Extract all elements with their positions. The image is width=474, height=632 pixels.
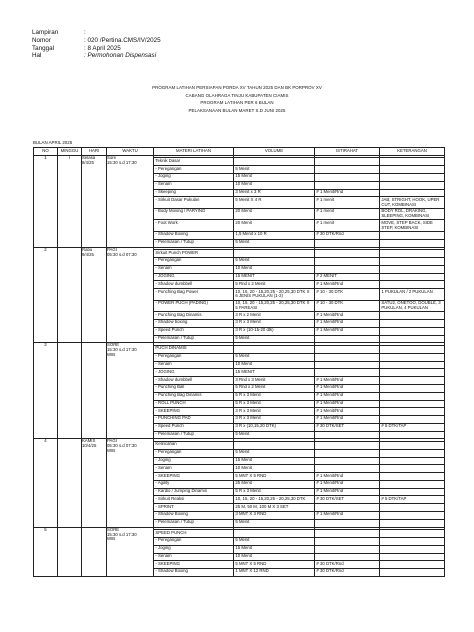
volume-cell: 3 R x 3 Menit bbox=[234, 408, 315, 416]
keterangan-cell: MOVE, STEP BACK, SIDE STEP, KOMBINASI bbox=[380, 220, 445, 232]
keterangan-cell bbox=[380, 392, 445, 400]
istirahat-cell bbox=[315, 449, 380, 457]
volume-cell: 5 Menit bbox=[234, 166, 315, 174]
session-minggu bbox=[58, 527, 82, 576]
keterangan-cell bbox=[380, 416, 445, 424]
keterangan-cell: SATU2, ONETOO, DOUBLE, 3 PUKULAN, 4 PUKULAN bbox=[380, 300, 445, 312]
materi-cell: - Speed Punch bbox=[154, 423, 234, 431]
keterangan-cell bbox=[380, 400, 445, 408]
session-topic: Teknik Dasar bbox=[154, 158, 234, 166]
nomor-label: Nomor bbox=[32, 36, 51, 44]
materi-cell: - Peregangan bbox=[154, 258, 234, 266]
materi-cell: - Shadow dumbbell bbox=[154, 281, 234, 289]
materi-cell: - Pelemasan / Tutup bbox=[154, 431, 234, 439]
istirahat-cell: # 1 Menit/Rnd bbox=[315, 327, 380, 335]
session-no: 1 bbox=[34, 155, 58, 247]
materi-cell: - Kardio / Jumping Dinamis bbox=[154, 488, 234, 496]
istirahat-cell bbox=[315, 504, 380, 512]
istirahat-cell: # 1 Menit/Rnd bbox=[315, 384, 380, 392]
volume-cell: 5 MNT X 5 RND bbox=[234, 561, 315, 569]
col-keterangan-header: KETERANGAN bbox=[380, 148, 445, 156]
volume-cell: 5 MNT X 5 RND bbox=[234, 473, 315, 481]
volume-cell: 5 Menit bbox=[234, 537, 315, 545]
keterangan-cell bbox=[380, 173, 445, 181]
nomor-row bbox=[32, 37, 161, 45]
session-topic: PUCH DINAMIS bbox=[154, 346, 234, 354]
materi-cell: - Senam bbox=[154, 265, 234, 273]
materi-cell: - Punching Bag Dinamis bbox=[154, 392, 234, 400]
istirahat-cell bbox=[315, 457, 380, 465]
istirahat-cell bbox=[315, 239, 380, 247]
volume-cell: 10 Menit bbox=[234, 553, 315, 561]
tanggal-value: : 8 April 2025 bbox=[84, 44, 121, 52]
materi-cell: - Peregangan bbox=[154, 353, 234, 361]
keterangan-cell: 1 PUKULAN / 2 PUKULAN bbox=[380, 289, 445, 301]
session-waktu: PAGI 05:30 s.d 07:30 bbox=[107, 247, 154, 343]
volume-cell: 3 Menit x 3 R bbox=[234, 189, 315, 197]
materi-cell: - Punching Bag Power bbox=[154, 289, 234, 301]
session-minggu bbox=[58, 343, 82, 439]
keterangan-cell bbox=[380, 265, 445, 273]
keterangan-cell bbox=[380, 320, 445, 328]
materi-cell: - Skeeping bbox=[154, 189, 234, 197]
keterangan-cell bbox=[380, 431, 445, 439]
keterangan-cell bbox=[380, 561, 445, 569]
istirahat-cell bbox=[315, 361, 380, 369]
session-hari: KAMIS 10/4/25 bbox=[82, 439, 107, 527]
volume-cell: 25 M, 50 M, 100 M X 3 SET bbox=[234, 504, 315, 512]
keterangan-cell: BODY ROL, DRAKING, SLEEPING, KOMBINASI bbox=[380, 208, 445, 220]
keterangan-cell bbox=[380, 181, 445, 189]
istirahat-cell: # 1 Menit/Rnd bbox=[315, 377, 380, 385]
istirahat-cell bbox=[315, 258, 380, 266]
keterangan-cell bbox=[380, 553, 445, 561]
materi-cell: - Peregangan bbox=[154, 449, 234, 457]
session-waktu: SORE 15:30 s.d 17:30 WIB bbox=[107, 527, 154, 576]
materi-cell: - JOGING bbox=[154, 369, 234, 377]
session-minggu: I bbox=[58, 155, 82, 247]
materi-cell: - SKEEPING bbox=[154, 408, 234, 416]
volume-cell: 25 Menit bbox=[234, 480, 315, 488]
keterangan-cell bbox=[380, 569, 445, 577]
program-period: PROGRAM LATIHAN PER 6 BULAN bbox=[200, 100, 274, 106]
keterangan-cell bbox=[380, 232, 445, 240]
materi-cell: - Senam bbox=[154, 181, 234, 189]
istirahat-cell: # 1 Menit/Rnd bbox=[315, 473, 380, 481]
col-hari-header: HARI bbox=[82, 148, 107, 156]
program-execution: PELAKSANAAN BULAN MARET S.D JUNI 2025 bbox=[188, 107, 286, 113]
keterangan-cell bbox=[380, 488, 445, 496]
materi-cell: - Foot Work bbox=[154, 220, 234, 232]
session-topic: Sirkuit Punch POWER bbox=[154, 250, 234, 258]
volume-cell: 5 Menit bbox=[234, 258, 315, 266]
empty-cell bbox=[380, 158, 445, 166]
volume-cell: 1,5 Menit x 10 R bbox=[234, 232, 315, 240]
materi-cell: - Peregangan bbox=[154, 166, 234, 174]
materi-cell: - SKEEPING bbox=[154, 561, 234, 569]
istirahat-cell: # 1 menit bbox=[315, 197, 380, 209]
month-label: BULAN APRIL 2025 bbox=[33, 140, 73, 145]
keterangan-cell bbox=[380, 312, 445, 320]
materi-cell: - Senam bbox=[154, 361, 234, 369]
empty-cell bbox=[380, 346, 445, 354]
istirahat-cell bbox=[315, 166, 380, 174]
volume-cell: 3 MNT X 3 RND bbox=[234, 512, 315, 520]
istirahat-cell bbox=[315, 537, 380, 545]
materi-cell: - Shadow Boxing bbox=[154, 232, 234, 240]
volume-cell: 15 Menit bbox=[234, 173, 315, 181]
istirahat-cell: # 1 menit bbox=[315, 220, 380, 232]
materi-cell: - Joging bbox=[154, 545, 234, 553]
lampiran-row bbox=[32, 29, 161, 37]
istirahat-cell bbox=[315, 431, 380, 439]
empty-cell bbox=[315, 442, 380, 450]
session-minggu bbox=[58, 439, 82, 527]
keterangan-cell bbox=[380, 504, 445, 512]
istirahat-cell: # 1 Menit/Rnd bbox=[315, 312, 380, 320]
materi-cell: - Pelemasan / Tutup bbox=[154, 335, 234, 343]
materi-cell: - Punching Ball bbox=[154, 384, 234, 392]
keterangan-cell bbox=[380, 384, 445, 392]
letter-header bbox=[32, 29, 161, 60]
volume-cell: 15 Menit bbox=[234, 545, 315, 553]
materi-cell: - Joging bbox=[154, 173, 234, 181]
session-hari: Rabu 9/4/25 bbox=[82, 247, 107, 343]
materi-cell: - Joging bbox=[154, 457, 234, 465]
col-minggu-header: MINGGU bbox=[58, 148, 82, 156]
volume-cell: 15 MENIT bbox=[234, 369, 315, 377]
materi-cell: - Shadow Boxing bbox=[154, 512, 234, 520]
session-hari bbox=[82, 343, 107, 439]
session-topic: SPEED PUNCH bbox=[154, 530, 234, 538]
empty-cell bbox=[234, 250, 315, 258]
materi-cell: - Pelemasan / Tutup bbox=[154, 519, 234, 527]
col-materi-header: MATERI LATIHAN bbox=[154, 148, 234, 156]
materi-cell: - PUNCHING PAD bbox=[154, 416, 234, 424]
materi-cell: - Pelemasan / Tutup bbox=[154, 239, 234, 247]
keterangan-cell bbox=[380, 327, 445, 335]
materi-cell: - Agility bbox=[154, 480, 234, 488]
keterangan-cell bbox=[380, 361, 445, 369]
session-no: 2 bbox=[34, 247, 58, 343]
materi-cell: - Peregangan bbox=[154, 537, 234, 545]
volume-cell: 5 Rnd x 2 Menit bbox=[234, 281, 315, 289]
istirahat-cell: # 10 - 30 DTK bbox=[315, 300, 380, 312]
program-title: PROGRAM LATIHAN PERSIAPAN PORDA XV TAHUN 2025 DAN BK PORPROV XV bbox=[152, 85, 322, 90]
volume-cell: 5 Menit bbox=[234, 449, 315, 457]
volume-cell: 20 Menit bbox=[234, 220, 315, 232]
volume-cell: 5 Menit bbox=[234, 519, 315, 527]
istirahat-cell: # 1 Menit/Rnd bbox=[315, 512, 380, 520]
hal-label: Hal bbox=[32, 52, 42, 60]
col-istirahat-header: ISTIRAHAT bbox=[315, 148, 380, 156]
session-no: 3 bbox=[34, 343, 58, 439]
volume-cell: 5 Menit bbox=[234, 335, 315, 343]
istirahat-cell: # 30 DTK/Rnd bbox=[315, 561, 380, 569]
istirahat-cell bbox=[315, 173, 380, 181]
nomor-value: : 020 /Pertina.CMS/IV/2025 bbox=[84, 36, 161, 44]
volume-cell: 5 R x 3 Menit bbox=[234, 400, 315, 408]
hal-value: : Permohonan Dispensasi bbox=[84, 52, 157, 60]
istirahat-cell: # 1 Menit/Rnd bbox=[315, 488, 380, 496]
volume-cell: 3 R x (10,15,20 DTK) bbox=[234, 423, 315, 431]
hal-row bbox=[32, 52, 161, 60]
keterangan-cell: JAB, STRIGHT, HOOK, UPER CUT, KOMBINASI bbox=[380, 197, 445, 209]
session-waktu: PAGI 05:30 s.d 07:30 WIB bbox=[107, 439, 154, 527]
keterangan-cell bbox=[380, 480, 445, 488]
materi-cell: - Punching Bag Dinamis bbox=[154, 312, 234, 320]
volume-cell: 5 R x 3 Menit bbox=[234, 488, 315, 496]
istirahat-cell: # 1 Menit/Rnd bbox=[315, 189, 380, 197]
istirahat-cell bbox=[315, 353, 380, 361]
istirahat-cell: # 1 Menit/Rnd bbox=[315, 480, 380, 488]
materi-cell: - SPRINT bbox=[154, 504, 234, 512]
istirahat-cell: # 10 - 30 DTK bbox=[315, 289, 380, 301]
empty-cell bbox=[315, 530, 380, 538]
istirahat-cell: # 30 DTK/Rnd bbox=[315, 569, 380, 577]
keterangan-cell bbox=[380, 519, 445, 527]
istirahat-cell: # 1 Menit/Rnd bbox=[315, 320, 380, 328]
materi-cell: - Speed Punch bbox=[154, 327, 234, 335]
empty-cell bbox=[234, 346, 315, 354]
keterangan-cell bbox=[380, 473, 445, 481]
keterangan-cell bbox=[380, 239, 445, 247]
istirahat-cell: # 1 Menit/Rnd bbox=[315, 392, 380, 400]
session-hari bbox=[82, 527, 107, 576]
istirahat-cell: # 1 Menit/Rnd bbox=[315, 400, 380, 408]
istirahat-cell: # 30 DTK/Rnd bbox=[315, 232, 380, 240]
materi-cell: - Shadow dumbbell bbox=[154, 377, 234, 385]
keterangan-cell bbox=[380, 457, 445, 465]
empty-cell bbox=[234, 442, 315, 450]
schedule-table bbox=[33, 147, 445, 577]
istirahat-cell: # 1 Menit/Rnd bbox=[315, 281, 380, 289]
istirahat-cell bbox=[315, 335, 380, 343]
lampiran-value: : bbox=[84, 29, 86, 36]
materi-cell: - SKEEPING bbox=[154, 473, 234, 481]
volume-cell: 15 Menit bbox=[234, 457, 315, 465]
materi-cell: - Body Moving / PARYING bbox=[154, 208, 234, 220]
program-titles bbox=[0, 84, 474, 114]
keterangan-cell bbox=[380, 465, 445, 473]
col-waktu-header: WAKTU bbox=[107, 148, 154, 156]
istirahat-cell bbox=[315, 545, 380, 553]
istirahat-cell: # 1 menit bbox=[315, 208, 380, 220]
session-topic: Kelincahan bbox=[154, 442, 234, 450]
materi-cell: - ROLL PUNCH bbox=[154, 400, 234, 408]
keterangan-cell bbox=[380, 369, 445, 377]
keterangan-cell bbox=[380, 408, 445, 416]
volume-cell: 3 R x 3 Menit bbox=[234, 416, 315, 424]
session-no: 4 bbox=[34, 439, 58, 527]
volume-cell: 5 Menit bbox=[234, 239, 315, 247]
session-waktu: Sore 15:30 s.d 17:30 bbox=[107, 155, 154, 247]
materi-cell: - JOGING bbox=[154, 273, 234, 281]
volume-cell: 10, 15, 20 - 15,20,25 - 20,25,30 DTK X 5 PAREASI bbox=[234, 300, 315, 312]
istirahat-cell: # 30 DTK/SET bbox=[315, 496, 380, 504]
keterangan-cell bbox=[380, 512, 445, 520]
istirahat-cell: # 1 Menit/Rnd bbox=[315, 408, 380, 416]
materi-cell: - Sirkuit Reaksi bbox=[154, 496, 234, 504]
volume-cell: 10 Menit bbox=[234, 181, 315, 189]
empty-cell bbox=[380, 250, 445, 258]
keterangan-cell bbox=[380, 189, 445, 197]
materi-cell: - Shadow boxing bbox=[154, 320, 234, 328]
volume-cell: 10, 15, 20 - 15,20,25 - 20,25,30 DTK bbox=[234, 496, 315, 504]
materi-cell: - Sirkuit Dasar Pukulan bbox=[154, 197, 234, 209]
empty-cell bbox=[380, 442, 445, 450]
volume-cell: 5 Rnd x 2 Menit bbox=[234, 384, 315, 392]
volume-cell: 10 Menit bbox=[234, 265, 315, 273]
keterangan-cell bbox=[380, 353, 445, 361]
volume-cell: 5 Menit bbox=[234, 431, 315, 439]
empty-cell bbox=[380, 530, 445, 538]
empty-cell bbox=[234, 158, 315, 166]
volume-cell: 10, 15, 20 - 15,20,25 - 20,25,30 DTK X 6 JENIS PUKULAN (1-2) bbox=[234, 289, 315, 301]
keterangan-cell bbox=[380, 335, 445, 343]
istirahat-cell: # 30 DTK/SET bbox=[315, 423, 380, 431]
tanggal-label: Tanggal bbox=[32, 44, 55, 52]
materi-cell: - POWER PUCH (PADING) bbox=[154, 300, 234, 312]
istirahat-cell bbox=[315, 519, 380, 527]
table-header-row bbox=[34, 148, 445, 156]
tanggal-row bbox=[32, 45, 161, 53]
materi-cell: - Shadow Boxing bbox=[154, 569, 234, 577]
keterangan-cell bbox=[380, 545, 445, 553]
empty-cell bbox=[315, 250, 380, 258]
volume-cell: 20 Menit bbox=[234, 208, 315, 220]
col-volume-header: VOLUME bbox=[234, 148, 315, 156]
empty-cell bbox=[315, 346, 380, 354]
volume-cell: 5 R x 3 Menit bbox=[234, 392, 315, 400]
istirahat-cell bbox=[315, 553, 380, 561]
volume-cell: 10 Menit bbox=[234, 465, 315, 473]
keterangan-cell bbox=[380, 449, 445, 457]
keterangan-cell: # 5 DTK/TAP bbox=[380, 496, 445, 504]
volume-cell: 3 R x 3 Menit bbox=[234, 320, 315, 328]
volume-cell: 3 R x (10-15-20 dtk) bbox=[234, 327, 315, 335]
istirahat-cell: # 2 MENIT bbox=[315, 273, 380, 281]
col-no-header: NO bbox=[34, 148, 58, 156]
volume-cell: 5 Menit X 4 R bbox=[234, 197, 315, 209]
volume-cell: 3 R x 2 Menit bbox=[234, 312, 315, 320]
istirahat-cell bbox=[315, 265, 380, 273]
volume-cell: 1 MNT X 12 RND bbox=[234, 569, 315, 577]
keterangan-cell bbox=[380, 377, 445, 385]
istirahat-cell bbox=[315, 369, 380, 377]
keterangan-cell bbox=[380, 273, 445, 281]
keterangan-cell bbox=[380, 166, 445, 174]
keterangan-cell: # 5 DTK/TAP bbox=[380, 423, 445, 431]
empty-cell bbox=[315, 158, 380, 166]
session-waktu: SORE 15:30 s.d 17:30 WIB bbox=[107, 343, 154, 439]
keterangan-cell bbox=[380, 258, 445, 266]
keterangan-cell bbox=[380, 281, 445, 289]
session-minggu bbox=[58, 247, 82, 343]
program-subtitle: CABANG OLAHRAGA TINJU KABUPATEN CIAMIS bbox=[185, 92, 289, 98]
session-hari: Selasa 8/4/25 bbox=[82, 155, 107, 247]
istirahat-cell bbox=[315, 181, 380, 189]
session-no: 5 bbox=[34, 527, 58, 576]
volume-cell: 3 Rnd x 3 Menit bbox=[234, 377, 315, 385]
volume-cell: 15 MENIT bbox=[234, 273, 315, 281]
empty-cell bbox=[234, 530, 315, 538]
volume-cell: 5 Menit bbox=[234, 353, 315, 361]
materi-cell: - Senam bbox=[154, 553, 234, 561]
keterangan-cell bbox=[380, 537, 445, 545]
materi-cell: - Senam bbox=[154, 465, 234, 473]
lampiran-label: Lampiran bbox=[32, 29, 59, 36]
istirahat-cell bbox=[315, 465, 380, 473]
istirahat-cell: # 1 Menit/Rnd bbox=[315, 416, 380, 424]
volume-cell: 10 Menit bbox=[234, 361, 315, 369]
